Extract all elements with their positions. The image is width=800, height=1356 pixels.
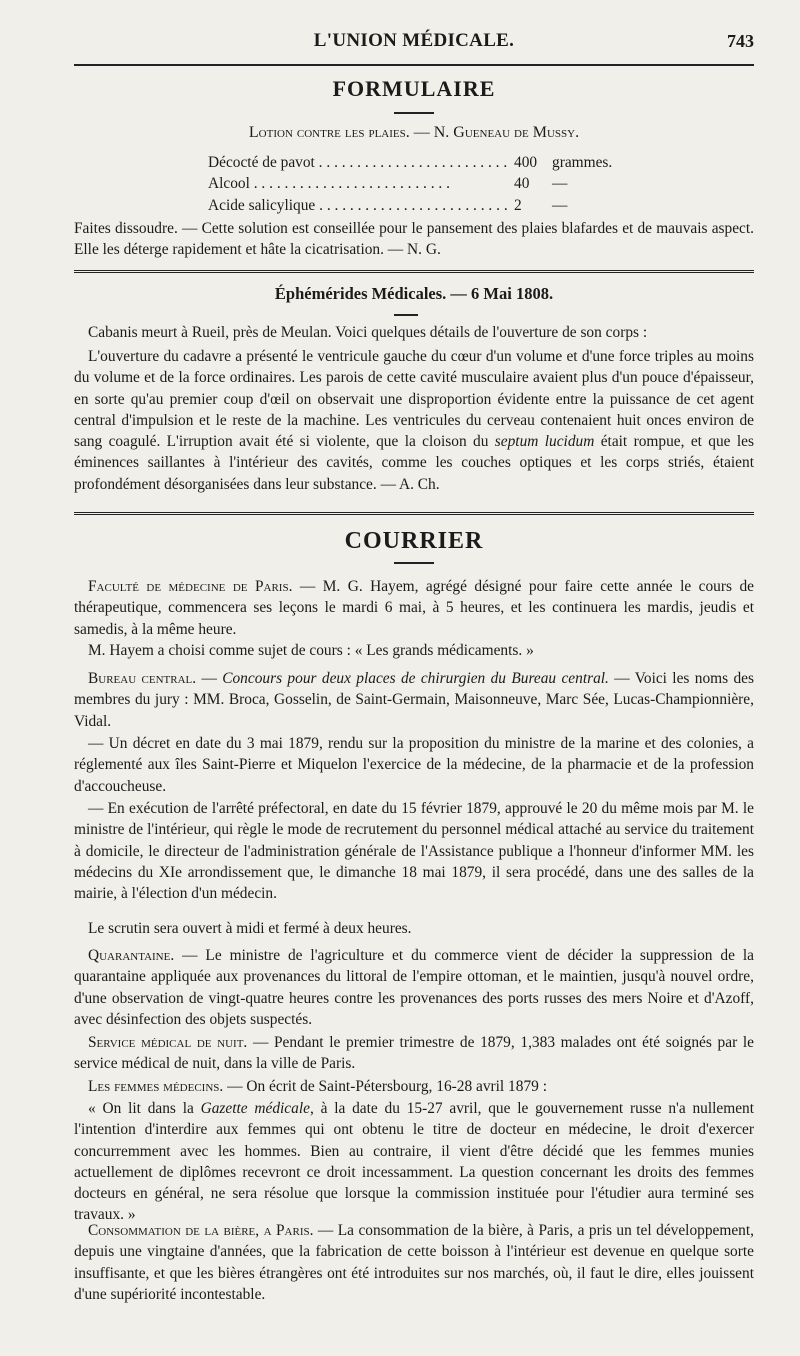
courrier-paragraph [74,576,754,640]
ephemerides-title: Éphémérides Médicales. — 6 Mai 1808. [274,284,554,303]
section-rule [74,270,754,273]
title-underline [394,314,418,316]
courrier-quote [74,1098,754,1226]
formula-unit: — [552,196,568,214]
formula-ingredient: Décocté de pavot . . . [208,152,512,173]
courrier-paragraph [74,1032,754,1075]
formula-quantity: 400 [514,154,538,171]
formula-ingredient: Acide salicylique . . . [208,195,512,216]
formula-table [208,152,628,216]
courrier-paragraph [74,1076,754,1097]
title-underline [394,112,434,114]
run-in-heading: Bureau central. [88,670,197,687]
formula-quantity: 2 [514,196,522,214]
courrier-paragraph: Bureau central. — Concours pour deux places de chirurgien du Bureau central. — Voici les noms des membres du jury : MM. Broca, Gosselin, de Saint-Germain, Maisonneuve, Marc Sée, Lucas-Championnière, Vidal. [74,670,754,730]
formulaire-title: FORMULAIRE [332,76,496,101]
run-in-heading: Consommation de la bière, a Paris. [88,1222,314,1239]
courrier-title: COURRIER [344,528,484,554]
paragraph-text: — Le ministre de l'agriculture et du commerce vient de décider la suppression de la quarantaine appliquée aux provenances du littoral de l'empire ottoman, et le maintien, jusqu'à nouvel ordre, d'une observation de vingt-quatre heures contre les provenances des ports russes des mers Noire et d'Azoff, avec désinfection des objets suspectés. [74,947,754,1028]
formula-row [208,195,628,216]
paragraph-text: — Pendant le premier trimestre de 1879, 1,383 malades ont été soignés par le service médical de nuit, dans la ville de Paris. [74,1034,754,1073]
page-number: 743 [727,31,754,51]
courrier-paragraph: — Un décret en date du 3 mai 1879, rendu sur la proposition du ministre de la marine et des colonies, a réglementé aux îles Saint-Pierre et Miquelon l'exercice de la médecine, de la pharmacie et de la profession d'accoucheuse. [74,735,754,795]
body-text: était rompue, et que les éminences saillantes à l'intérieur des cavités, comme les couches optiques et les corps striés, étaient profondément désorganisées dans leur substance. — A. Ch. [74,433,754,493]
formula-row [208,173,628,194]
formula-unit: grammes. [552,154,613,171]
courrier-paragraph [74,1220,754,1305]
paragraph-text: — La consommation de la bière, à Paris, a pris un tel développement, depuis une vingtaine d'années, que la fabrication de cette boisson à l'intérieur est devenue en quelque sorte insuffisante, et que les bières étrangères ont été introduites sur nos marchés, où, il faut le dire, elles jouissent d'une supériorité incontestable. [74,1222,754,1303]
section-rule [74,512,754,515]
journal-title: L'UNION MÉDICALE. [313,30,515,51]
title-underline [394,562,434,564]
formula-row [208,152,628,173]
ephemerides-body [74,346,754,495]
formulaire-instructions: Faites dissoudre. — Cette solution est conseillée pour le pansement des plaies blafardes et de mauvais aspect. Elle les déterge rapidement et hâte la cicatrisation. — N. G. [74,220,754,259]
formula-ingredient: Alcool . . . [208,173,512,194]
header-rule [74,64,754,66]
paragraph-italic: Gazette médicale [200,1100,310,1117]
courrier-paragraph: M. Hayem a choisi comme sujet de cours : « Les grands médicaments. » [88,642,534,659]
courrier-paragraph [74,945,754,1030]
running-head [74,30,754,58]
paragraph-italic: Concours pour deux places de chirurgien du Bureau central. [222,670,609,687]
paragraph-text: — M. G. Hayem, agrégé désigné pour faire cette année le cours de thérapeutique, commencera ses leçons le mardi 6 mai, à 5 heures, et les continuera les mardis, jeudis et samedis, à la même heure. [74,578,754,638]
formula-unit: — [552,175,568,193]
body-text: L'ouverture du cadavre a présenté le ventricule gauche du cœur d'un volume et d'une force triples au moins du volume et de la force ordinaires. Les parois de cette cavité musculaire avaient plus d'un pouce d'épaisseur, en sorte qu'au premier coup d'œil on observait une disproportion évidente entre la puissance de cet agent central d'impulsion et le reste de la machine. Les ventricules du cerveau contenaient huit onces environ de sang coagulé. L'irruption avait été si violente, que la cloison du [74,348,754,451]
run-in-heading: Les femmes médecins. [88,1078,224,1095]
courrier-paragraph: Le scrutin sera ouvert à midi et fermé à deux heures. [88,920,412,937]
ephemerides-lead: Cabanis meurt à Rueil, près de Meulan. Voici quelques détails de l'ouverture de son corps : [88,324,648,341]
run-in-heading: Faculté de médecine de Paris. [88,578,293,595]
run-in-heading: Quarantaine. [88,947,175,964]
formulaire-heading: Lotion contre les plaies. — N. Gueneau de Mussy. [248,124,580,141]
run-in-heading: Service médical de nuit. [88,1034,248,1051]
paragraph-text: , à la date du 15-27 avril, que le gouvernement russe n'a nullement l'intention d'interdire aux femmes qui ont obtenu le titre de docteur en médecine, le droit d'exercer concurremment avec les hommes. Bien au contraire, il vient d'être décidé que les femmes munies actuellement de diplômes recevront ce droit incessamment. La question concernant les droits des femmes docteurs en général, ne sera résolue que lorsque la commission instituée pour l'étudier aura terminé ses travaux. » [74,1100,754,1224]
formula-quantity: 40 [514,175,530,193]
paragraph-text: — Voici les noms des membres du jury : MM. Broca, Gosselin, de Saint-Germain, Maisonneuve, Marc Sée, Lucas-Championnière, Vidal. [74,670,754,730]
body-italic: septum lucidum [494,433,595,451]
courrier-paragraph: — En exécution de l'arrêté préfectoral, en date du 15 février 1879, approuvé le 20 du même mois par M. le ministre de l'intérieur, qui règle le mode de recrutement du personnel médical attaché au service du traitement à domicile, le directeur de l'administration générale de l'Assistance publique a l'honneur d'informer MM. les médecins du XIe arrondissement que, le dimanche 18 mai 1879, il sera procédé, dans une des salles de la mairie, à l'élection d'un médecin. [74,800,754,903]
paragraph-text: — On écrit de Saint-Pétersbourg, 16-28 avril 1879 : [223,1078,547,1095]
paragraph-text: « On lit dans la [88,1100,201,1117]
